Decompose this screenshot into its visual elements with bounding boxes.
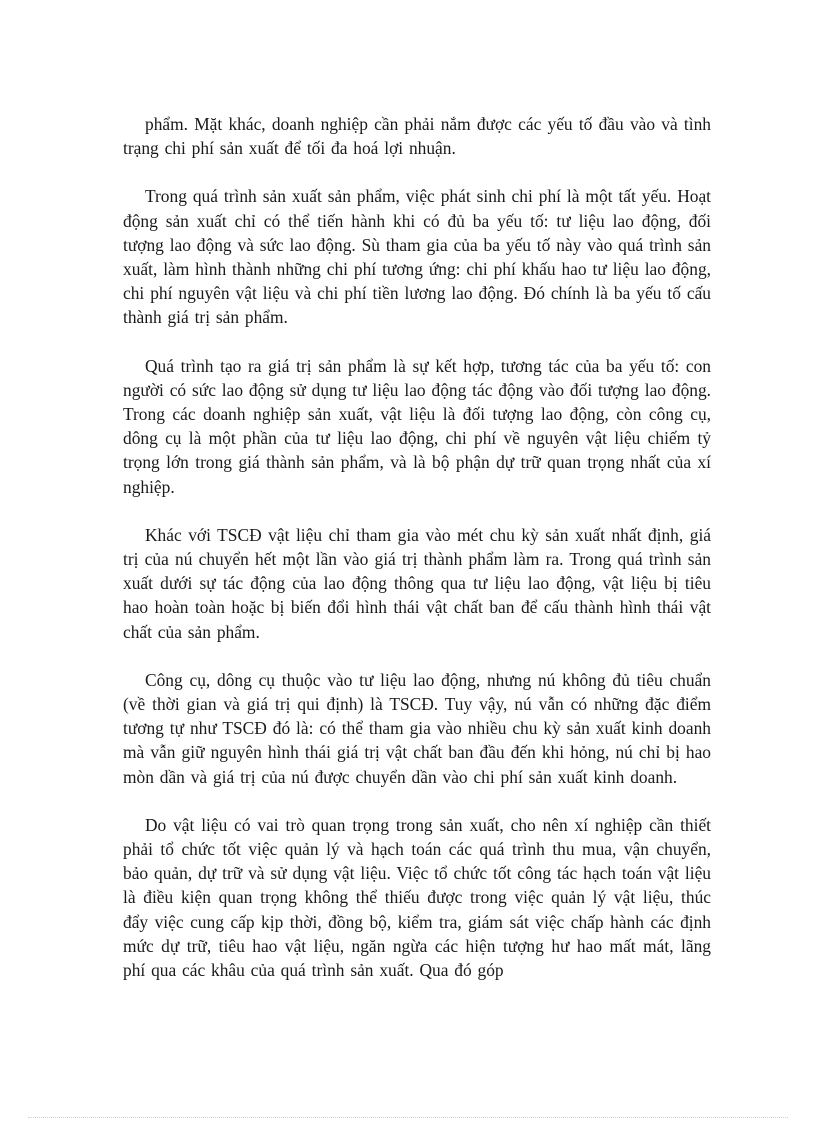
document-body bbox=[123, 112, 711, 1006]
paragraph-materials-vs-fixed-assets: Khác với TSCĐ vật liệu chỉ tham gia vào mét chu kỳ sản xuất nhất định, giá trị của nú chuyển hết một lần vào giá trị thành phẩm làm ra. Trong quá trình sản xuất dưới sự tác động của lao động thông qua tư liệu lao động, vật liệu bị tiêu hao hoàn toàn hoặc bị biến đổi hình thái vật chất ban để cấu thành hình thái vật chất của sản phẩm. bbox=[123, 524, 711, 642]
paragraph-tools-and-instruments: Công cụ, dông cụ thuộc vào tư liệu lao động, nhưng nú không đủ tiêu chuẩn (về thời gian và giá trị qui định) là TSCĐ. Tuy vậy, nú vẫn có những đặc điểm tương tự như TSCĐ đó là: có thể tham gia vào nhiều chu kỳ sản xuất kinh doanh mà vẫn giữ nguyên hình thái giá trị vật chất ban đầu đến khi hỏng, nú chỉ bị hao mòn dần và giá trị của nú được chuyển dần vào chi phí sản xuất kinh doanh. bbox=[123, 669, 711, 787]
paragraph-continuation: phẩm. Mặt khác, doanh nghiệp cần phải nắm được các yếu tố đầu vào và tình trạng chi phí sản xuất để tối đa hoá lợi nhuận. bbox=[123, 114, 711, 159]
paragraph-value-creation: Quá trình tạo ra giá trị sản phẩm là sự kết hợp, tương tác của ba yếu tố: con người có sức lao động sử dụng tư liệu lao động tác động vào đối tượng lao động. Trong các doanh nghiệp sản xuất, vật liệu là đối tượng lao động, còn công cụ, dông cụ là một phần của tư liệu lao động, chi phí về nguyên vật liệu chiếm tỷ trọng lớn trong giá thành sản phẩm, và là bộ phận dự trữ quan trọng nhất của xí nghiệp. bbox=[123, 355, 711, 497]
page-bottom-divider bbox=[28, 1117, 788, 1118]
paragraph-materials-accounting: Do vật liệu có vai trò quan trọng trong sản xuất, cho nên xí nghiệp cần thiết phải tổ chức tốt việc quản lý và hạch toán các quá trình thu mua, vận chuyển, bảo quản, dự trữ và sử dụng vật liệu. Việc tổ chức tốt công tác hạch toán vật liệu là điều kiện quan trọng không thể thiếu được trong việc quản lý vật liệu, thúc đẩy việc cung cấp kịp thời, đồng bộ, kiểm tra, giám sát việc chấp hành các định mức dự trữ, tiêu hao vật liệu, ngăn ngừa các hiện tượng hư hao mất mát, lãng phí qua các khâu của quá trình sản xuất. Qua đó góp bbox=[123, 814, 711, 981]
paragraph-production-costs: Trong quá trình sản xuất sản phẩm, việc phát sinh chi phí là một tất yếu. Hoạt động sản xuất chỉ có thể tiến hành khi có đủ ba yếu tố: tư liệu lao động, đối tượng lao động và sức lao động. Sù tham gia của ba yếu tố này vào quá trình sản xuất, làm hình thành những chi phí tương ứng: chi phí khấu hao tư liệu lao động, chi phí nguyên vật liệu và chi phí tiền lương lao động. Đó chính là ba yếu tố cấu thành giá trị sản phẩm. bbox=[123, 186, 711, 328]
